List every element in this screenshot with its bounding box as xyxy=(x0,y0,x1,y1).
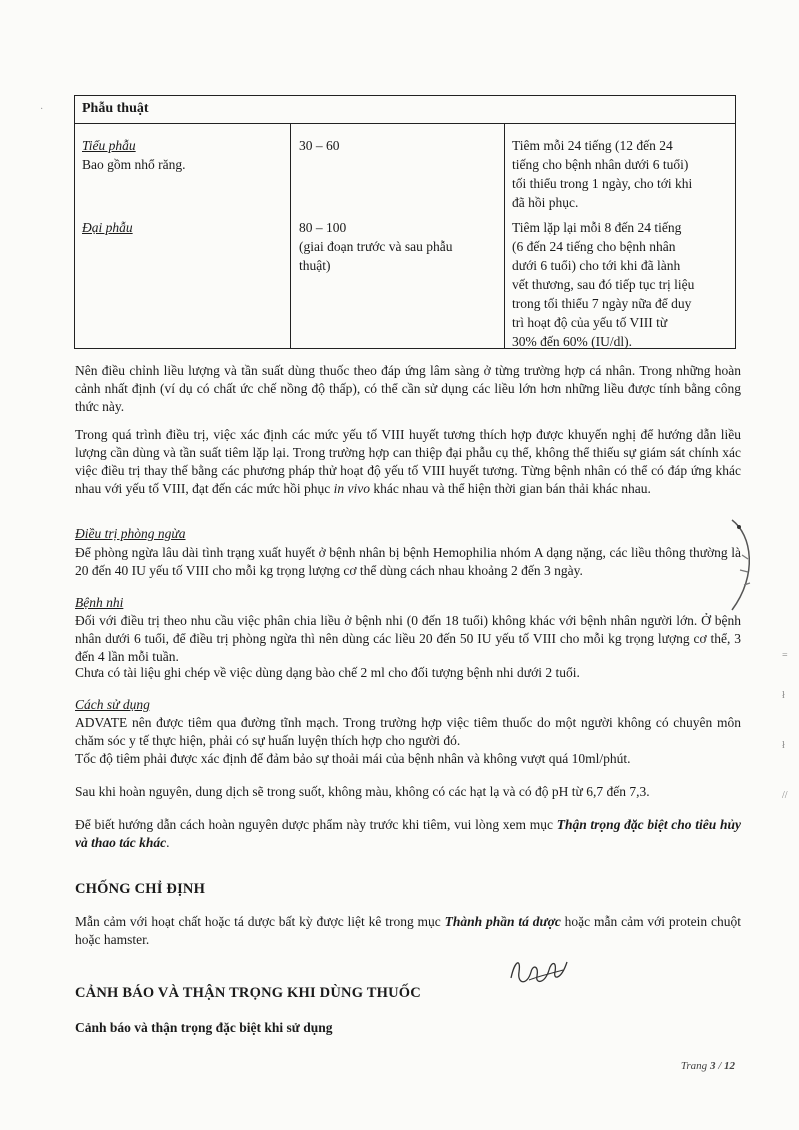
usage-paragraph: ADVATE nên được tiêm qua đường tĩnh mạch. Trong trường hợp việc tiêm thuốc do một người không có chuyên môn chăm sóc y tế thực hiện, phải có sự huấn luyện thích hợp cho người đó. xyxy=(75,715,741,748)
surgery-type-desc: Bao gồm nhổ răng. xyxy=(82,157,186,172)
table-section-title: Phẫu thuật xyxy=(82,101,149,116)
usage-heading: Cách sử dụng xyxy=(75,697,150,712)
margin-mark: // xyxy=(782,790,788,801)
cell-line: (6 đến 24 tiếng cho bệnh nhân xyxy=(512,239,676,254)
injection-rate-paragraph: Tốc độ tiêm phải được xác định để đảm bảo sự thoải mái của bệnh nhân và không vượt quá 10ml/phút. xyxy=(75,751,631,766)
current-page: 3 xyxy=(709,1060,716,1072)
cell-line: 80 – 100 xyxy=(299,220,347,235)
cell-line: 30% đến 60% (IU/dl). xyxy=(512,334,632,349)
cell-line: Tiêm mỗi 24 tiếng (12 đến 24 xyxy=(512,138,673,153)
page-number xyxy=(681,1060,735,1072)
cell-line: dưới 6 tuổi) cho tới khi đã lành xyxy=(512,258,681,273)
cell-line: Tiêm lặp lại mỗi 8 đến 24 tiếng xyxy=(512,220,682,235)
table-row xyxy=(82,218,133,237)
cell-line: (giai đoạn trước và sau phẫu xyxy=(299,239,453,254)
text-run: Mẫn cảm với hoạt chất hoặc tá dược bất kỳ được liệt kê trong mục xyxy=(75,914,445,929)
margin-mark: = xyxy=(782,650,788,661)
margin-mark: ł xyxy=(782,690,785,701)
cell-line: tiếng cho bệnh nhân dưới 6 tuổi) xyxy=(512,157,689,172)
pediatric-heading: Bệnh nhi xyxy=(75,595,124,610)
cell-line: trong tối thiểu 7 ngày nữa để duy xyxy=(512,296,692,311)
table-divider xyxy=(290,123,291,348)
cell-line: 30 – 60 xyxy=(299,138,340,153)
prophylaxis-paragraph: Để phòng ngừa lâu dài tình trạng xuất huyết ở bệnh nhân bị bệnh Hemophilia nhóm A dạng nặng, các liều thông thường là 20 đến 40 IU yếu tố VIII cho mỗi kg trọng lượng cơ thể dùng cách nhau khoảng 2 đến 3 ngày. xyxy=(75,545,741,578)
factor-level-cell xyxy=(299,218,453,275)
section-reference: Thận trọng đặc biệt cho tiêu hủy và thao tác khác xyxy=(75,817,741,850)
text-run: khác nhau và thể hiện thời gian bán thải khác nhau. xyxy=(370,481,651,496)
text-run: Trong quá trình điều trị, việc xác định các mức yếu tố VIII huyết tương thích hợp được khuyến nghị để hướng dẫn liều lượng cần dùng và tần suất tiêm lặp lại. Trong trường hợp can thiệp đại phẫu cụ thể, không thể thiếu sự giám sát chính xác việc điều trị thay thế bằng các phương pháp thử hoạt độ yếu tố VIII huyết tương. Từng bệnh nhân có thể có đáp ứng khác nhau với yếu tố VIII, đạt đến các mức hồi phục xyxy=(75,427,741,496)
handwritten-signature xyxy=(505,950,575,995)
factor-level-cell xyxy=(299,136,340,155)
cell-line: thuật) xyxy=(299,258,331,273)
cell-line: tối thiểu trong 1 ngày, cho tới khi xyxy=(512,176,693,191)
page-number-prefix: Trang xyxy=(680,1060,710,1072)
text-run: . xyxy=(166,835,170,850)
warnings-subheading: Cảnh báo và thận trọng đặc biệt khi sử dụng xyxy=(75,1020,333,1035)
surgery-type-label: Đại phẫu xyxy=(82,220,133,235)
pediatric-paragraph: Đối với điều trị theo nhu cầu việc phân chia liều ở bệnh nhi (0 đến 18 tuổi) không khác với bệnh nhân người lớn. Ở bệnh nhân dưới 6 tuổi, để điều trị phòng ngừa thì nên dùng các liều 20 đến 50 IU yếu tố VIII cho mỗi kg trọng lượng cơ thể, 3 đến 4 lần mỗi tuần. xyxy=(75,613,741,664)
surgery-dosage-table xyxy=(74,95,736,349)
frequency-cell xyxy=(512,218,694,351)
monitoring-paragraph xyxy=(75,426,741,498)
prophylaxis-heading: Điều trị phòng ngừa xyxy=(75,526,186,541)
table-divider xyxy=(75,123,735,124)
pediatric-note: Chưa có tài liệu ghi chép về việc dùng dạng bào chế 2 ml cho đối tượng bệnh nhi dưới 2 tuổi. xyxy=(75,665,580,680)
surgery-type-label: Tiểu phẫu xyxy=(82,138,136,153)
text-run-italic: in vivo xyxy=(333,481,371,496)
text-run: hoặc mẫn cảm với protein chuột hoặc hamster. xyxy=(75,914,741,947)
table-row xyxy=(82,136,186,174)
text-run: Để biết hướng dẫn cách hoàn nguyên dược phẩm này trước khi tiêm, vui lòng xem mục xyxy=(75,817,557,832)
section-reference: Thành phần tá dược xyxy=(444,914,561,929)
stamp-mark xyxy=(712,515,762,615)
frequency-cell xyxy=(512,136,692,212)
reconstitution-paragraph: Sau khi hoàn nguyên, dung dịch sẽ trong suốt, không màu, không có các hạt lạ và có độ pH từ 6,7 đến 7,3. xyxy=(75,784,650,799)
contraindications-heading: CHỐNG CHỈ ĐỊNH xyxy=(75,881,206,897)
scan-speck: · xyxy=(40,104,44,115)
margin-mark: ł xyxy=(782,740,785,751)
cell-line: vết thương, sau đó tiếp tục trị liệu xyxy=(512,277,695,292)
contraindications-paragraph xyxy=(75,913,741,949)
cell-line: đã hồi phục. xyxy=(512,195,579,210)
total-pages: 12 xyxy=(724,1060,735,1072)
warnings-heading: CẢNH BÁO VÀ THẬN TRỌNG KHI DÙNG THUỐC xyxy=(75,985,421,1001)
reconstitution-reference-paragraph xyxy=(75,816,741,852)
page-number-separator: / xyxy=(715,1060,724,1072)
dosage-adjustment-paragraph: Nên điều chỉnh liều lượng và tần suất dùng thuốc theo đáp ứng lâm sàng ở từng trường hợp cá nhân. Trong những hoàn cảnh nhất định (ví dụ có chất ức chế nồng độ thấp), có thể cần sử dụng các liều lớn hơn những liều được tính bằng công thức này. xyxy=(75,363,741,414)
table-divider xyxy=(504,123,505,348)
cell-line: trì hoạt độ của yếu tố VIII từ xyxy=(512,315,668,330)
